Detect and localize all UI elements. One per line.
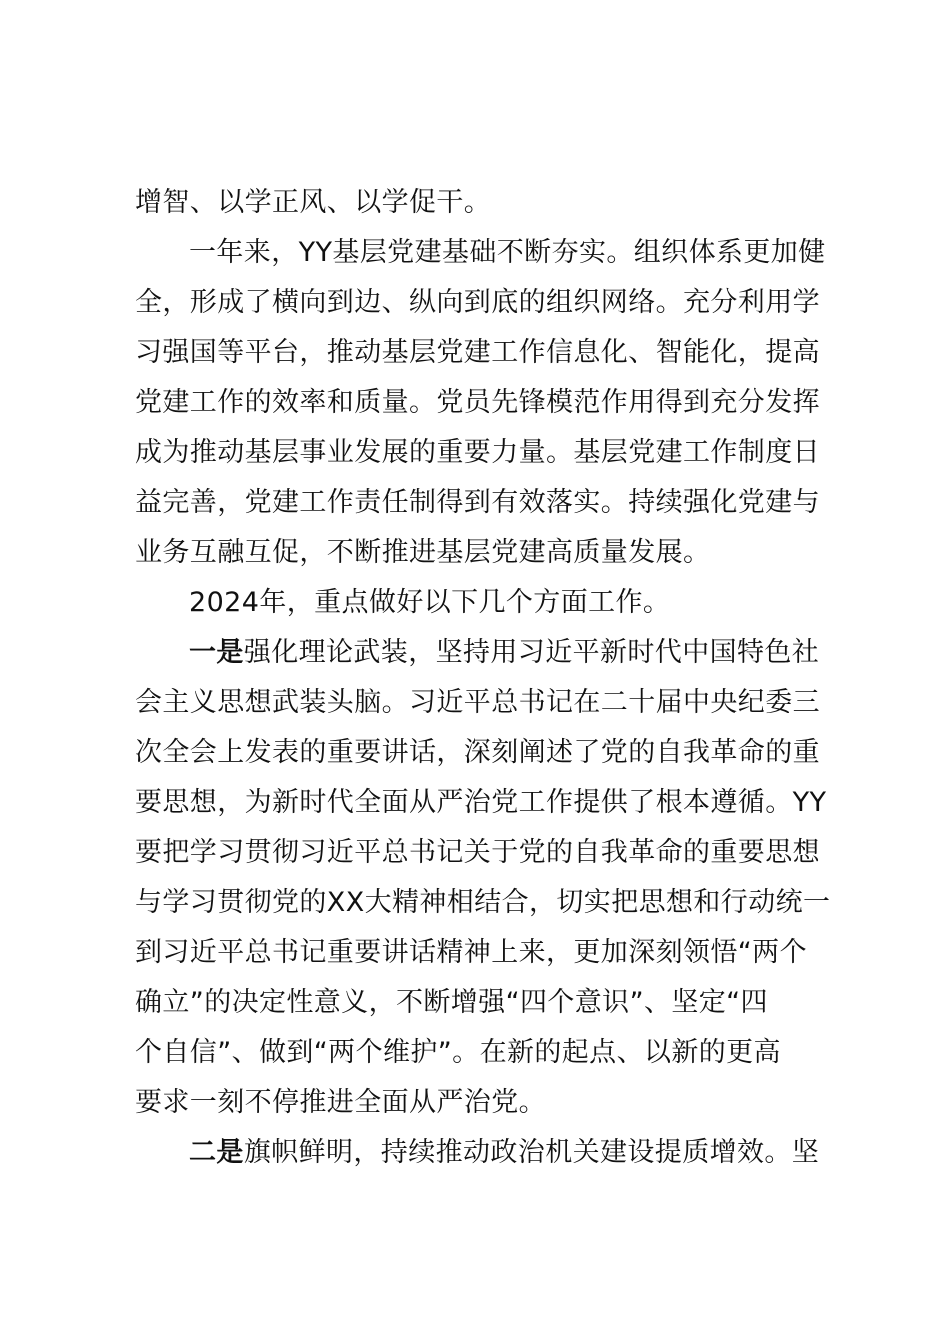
- text-line: 2024年，重点做好以下几个方面工作。: [189, 587, 671, 618]
- text-line: 次全会上发表的重要讲话，深刻阐述了党的自我革命的重: [135, 737, 820, 768]
- text-line: 到习近平总书记重要讲话精神上来，更加深刻领悟“两个: [135, 937, 807, 968]
- text-line: 全，形成了横向到边、纵向到底的组织网络。充分利用学: [135, 287, 820, 318]
- text-line: 一年来，YY基层党建基础不断夯实。组织体系更加健: [189, 237, 826, 268]
- text-line: 益完善，党建工作责任制得到有效落实。持续强化党建与: [135, 487, 820, 518]
- text-line: 确立”的决定性意义，不断增强“四个意识”、坚定“四: [135, 987, 768, 1018]
- text-line: 要思想，为新时代全面从严治党工作提供了根本遵循。YY: [135, 787, 827, 818]
- text-line: 会主义思想武装头脑。习近平总书记在二十届中央纪委三: [135, 687, 820, 718]
- text-line: 党建工作的效率和质量。党员先锋模范作用得到充分发挥: [135, 387, 820, 418]
- point-marker: 一是: [189, 637, 244, 668]
- text-line: 习强国等平台，推动基层党建工作信息化、智能化，提高: [135, 337, 820, 368]
- text-line: 与学习贯彻党的XX大精神相结合，切实把思想和行动统一: [135, 887, 831, 918]
- text-line: [135, 1128, 843, 1178]
- text-segment: 强化理论武装，坚持用习近平新时代中国特色社: [243, 637, 820, 668]
- document-body: [135, 178, 843, 1178]
- point-marker: 二是: [189, 1137, 244, 1168]
- text-line: 增智、以学正风、以学促干。: [135, 187, 492, 218]
- text-segment: 旗帜鲜明，持续推动政治机关建设提质增效。坚: [243, 1137, 820, 1168]
- text-line: [135, 628, 843, 678]
- text-line: 业务互融互促，不断推进基层党建高质量发展。: [135, 537, 711, 568]
- text-line: 要把学习贯彻习近平总书记关于党的自我革命的重要思想: [135, 837, 820, 868]
- text-line: 要求一刻不停推进全面从严治党。: [135, 1087, 546, 1118]
- text-line: 成为推动基层事业发展的重要力量。基层党建工作制度日: [135, 437, 820, 468]
- text-line: 个自信”、做到“两个维护”。在新的起点、以新的更高: [135, 1037, 781, 1068]
